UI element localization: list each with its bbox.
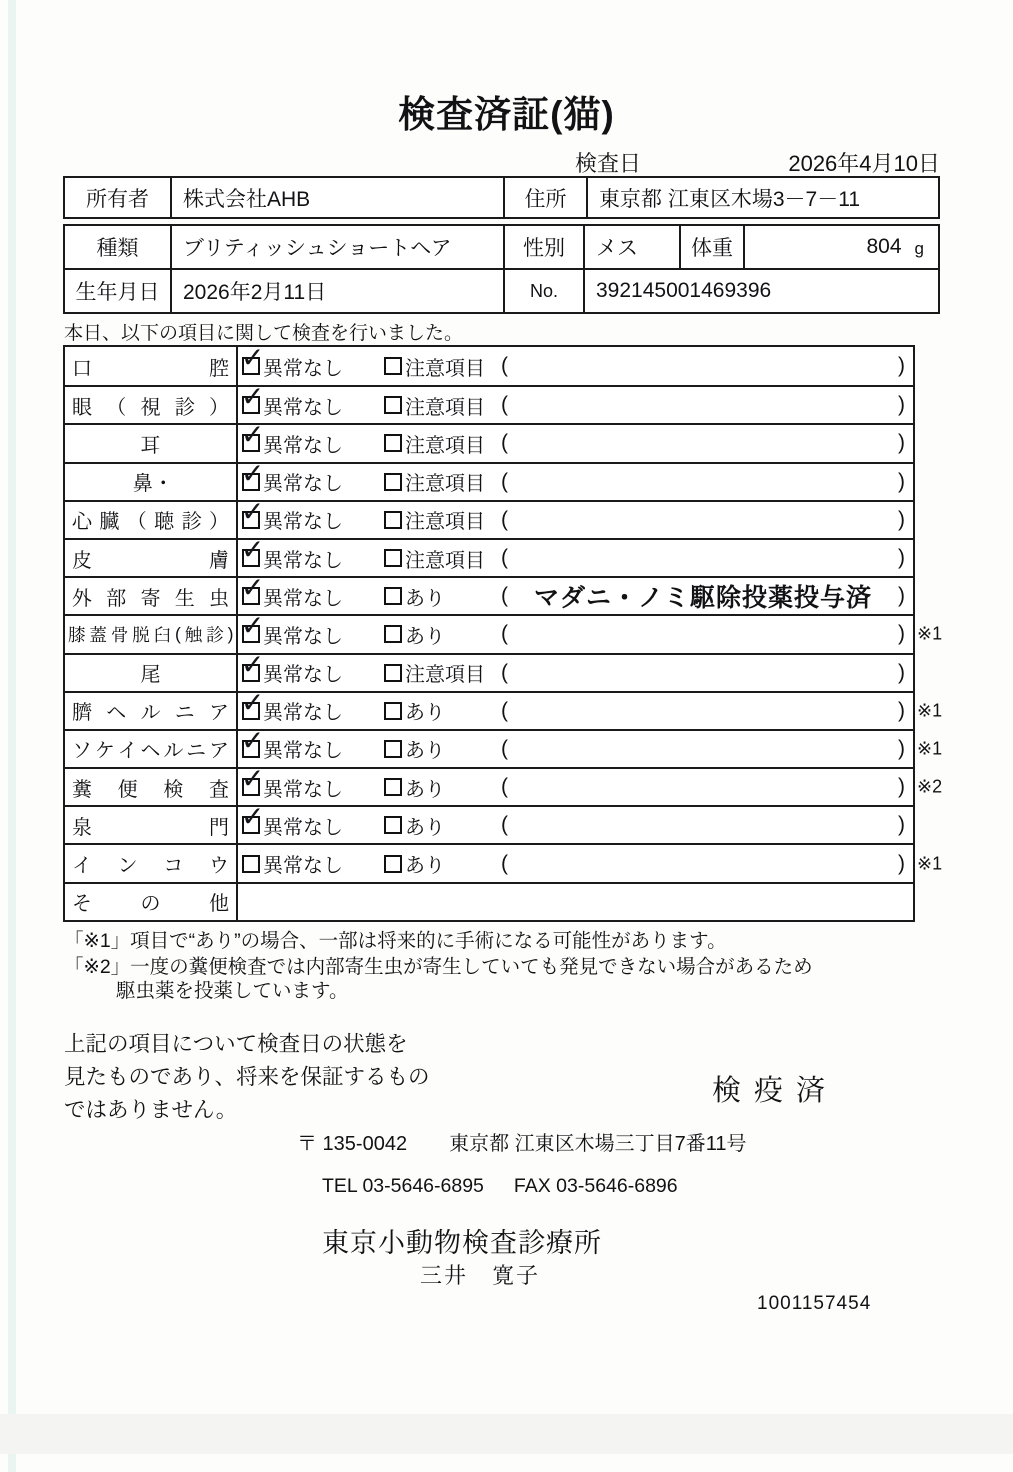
option-attention-label: あり <box>405 740 445 763</box>
checklist-table <box>63 345 943 922</box>
checklist-item-label: イ ン コ ウ <box>65 845 238 881</box>
paren-close-mark: ) <box>898 851 905 875</box>
weight-value: 804 <box>866 235 902 258</box>
option-attention-label: あり <box>405 816 445 839</box>
checklist-row <box>65 882 913 920</box>
option-no-abnormality-label: 異常なし <box>263 587 343 610</box>
paren-open-mark: ( <box>501 660 508 684</box>
checklist-row-content <box>238 769 913 805</box>
weight-label: 体重 <box>679 226 743 268</box>
checklist-item-label: そ の 他 <box>65 884 238 920</box>
paren-open-mark: ( <box>501 354 508 378</box>
paren-open-mark: ( <box>501 393 508 417</box>
breed-label: 種類 <box>96 237 139 260</box>
checklist-row <box>65 423 913 461</box>
checkbox-no-abnormality[interactable] <box>242 740 260 758</box>
paren-open-mark: ( <box>501 622 508 646</box>
quarantine-stamp: 検疫済 <box>712 1075 839 1107</box>
option-attention-label: あり <box>405 778 445 801</box>
checklist-caption: 本日、以下の項目に関して検査を行いました。 <box>64 323 464 344</box>
option-attention <box>384 769 445 805</box>
paren-close-mark: ) <box>898 431 905 455</box>
remarks-field <box>501 616 905 652</box>
paren-close-mark: ) <box>898 584 905 608</box>
checkbox-no-abnormality[interactable] <box>242 587 260 605</box>
checklist-row-content <box>238 502 913 538</box>
option-no-abnormality-label: 異常なし <box>263 357 343 380</box>
option-no-abnormality <box>242 693 343 729</box>
tel-number: TEL 03-5646-6895 <box>322 1175 484 1197</box>
disclaimer-text <box>64 1028 430 1127</box>
option-attention <box>384 807 445 843</box>
footnote-mark: ※1 <box>917 853 943 874</box>
clinic-address-line <box>297 1127 747 1156</box>
checklist-row-content <box>238 347 913 385</box>
checklist-item-label: 鼻 ･ <box>65 464 238 500</box>
option-attention <box>384 387 485 423</box>
option-attention <box>384 540 485 576</box>
checkbox-attention[interactable] <box>384 740 402 758</box>
paren-open-mark: ( <box>501 507 508 531</box>
checklist-item-label: 膝 蓋 骨 脱 臼 ( 触 診 ) <box>65 616 238 652</box>
clinic-name: 東京小動物検査診療所 <box>322 1228 602 1258</box>
remarks-field <box>501 347 905 385</box>
checkbox-no-abnormality[interactable] <box>242 434 260 452</box>
paren-close-mark: ) <box>898 622 905 646</box>
owner-label: 所有者 <box>86 187 149 211</box>
option-no-abnormality-label: 異常なし <box>263 702 343 725</box>
checkbox-attention[interactable] <box>384 357 402 375</box>
paren-close-mark: ) <box>898 469 905 493</box>
checkbox-attention[interactable] <box>384 855 402 873</box>
option-attention <box>384 425 485 461</box>
option-attention <box>384 731 445 767</box>
remarks-field <box>501 540 905 576</box>
paren-close-mark: ) <box>898 775 905 799</box>
paren-close-mark: ) <box>898 507 905 531</box>
remarks-field <box>501 502 905 538</box>
birthdate-value: 2026年2月11日 <box>170 270 503 312</box>
microchip-no-label: No. <box>503 270 583 312</box>
option-attention-label: 注意項目 <box>405 473 485 496</box>
option-no-abnormality-label: 異常なし <box>263 396 343 419</box>
option-no-abnormality <box>242 464 343 500</box>
checklist-item-label: 臍 ヘ ル ニ ア <box>65 693 238 729</box>
checkbox-no-abnormality[interactable] <box>242 549 260 567</box>
breed-value: ブリティッシュショートヘア <box>170 226 503 268</box>
sex-label: 性別 <box>503 226 583 268</box>
checklist-row <box>65 614 943 652</box>
checklist-row-content <box>238 807 913 843</box>
checklist-row <box>65 843 943 881</box>
remarks-field <box>501 464 905 500</box>
option-attention-label: あり <box>405 587 445 610</box>
paren-open-mark: ( <box>501 851 508 875</box>
checklist-item-label: ソ ケ イ ヘ ル ニ ア <box>65 731 238 767</box>
checklist-row-content <box>238 464 913 500</box>
owner-table <box>63 176 940 219</box>
remarks-field <box>501 578 905 614</box>
checkbox-no-abnormality[interactable] <box>242 702 260 720</box>
checklist-row-content <box>238 425 913 461</box>
serial-number: 1001157454 <box>757 1293 872 1314</box>
option-no-abnormality-label: 異常なし <box>263 664 343 687</box>
checkbox-attention[interactable] <box>384 473 402 491</box>
remarks-field <box>501 807 905 843</box>
fax-number: FAX 03-5646-6896 <box>513 1175 678 1197</box>
paren-close-mark: ) <box>898 393 905 417</box>
page-title: 検査済証(猫) <box>398 94 615 135</box>
option-attention <box>384 616 445 652</box>
checklist-row-content <box>238 387 913 423</box>
checklist-item-label: 糞 便 検 査 <box>65 769 238 805</box>
checkbox-attention[interactable] <box>384 664 402 682</box>
option-no-abnormality-label: 異常なし <box>263 855 343 878</box>
option-attention-label: あり <box>405 702 445 725</box>
checklist-row-content <box>238 578 913 614</box>
checkbox-no-abnormality[interactable] <box>242 816 260 834</box>
option-no-abnormality-label: 異常なし <box>263 549 343 572</box>
option-attention <box>384 347 485 385</box>
footnote-mark: ※1 <box>917 623 943 644</box>
postal-code: 〒 135-0042 <box>297 1133 408 1155</box>
option-no-abnormality <box>242 502 343 538</box>
checkbox-attention[interactable] <box>384 816 402 834</box>
paren-open-mark: ( <box>501 775 508 799</box>
paren-close-mark: ) <box>898 354 905 378</box>
checklist-row-content <box>238 616 913 652</box>
option-attention-label: 注意項目 <box>405 511 485 534</box>
footnote-mark: ※1 <box>917 700 943 721</box>
disclaimer-line-3: ではありません。 <box>64 1098 238 1122</box>
option-no-abnormality-label: 異常なし <box>263 473 343 496</box>
option-attention-label: 注意項目 <box>405 664 485 687</box>
option-attention <box>384 655 485 691</box>
checklist-item-label: 耳 <box>65 425 238 461</box>
paren-open-mark: ( <box>501 584 508 608</box>
disclaimer-line-1: 上記の項目について検査日の状態を <box>64 1032 408 1056</box>
checklist-row-content <box>238 655 913 691</box>
option-attention-label: 注意項目 <box>405 434 485 457</box>
remarks-field <box>501 845 905 881</box>
footnote-mark: ※1 <box>917 738 943 759</box>
remarks-field <box>501 769 905 805</box>
checkbox-no-abnormality[interactable] <box>242 473 260 491</box>
option-no-abnormality <box>242 387 343 423</box>
checkbox-no-abnormality[interactable] <box>242 396 260 414</box>
checkbox-attention[interactable] <box>384 587 402 605</box>
remarks-value: マダニ・ノミ駆除投薬投与済 <box>533 584 872 613</box>
paren-open-mark: ( <box>501 736 508 760</box>
checkbox-attention[interactable] <box>384 549 402 567</box>
option-attention <box>384 578 445 614</box>
checklist-row-content <box>238 693 913 729</box>
checklist-row <box>65 729 943 767</box>
option-no-abnormality <box>242 578 343 614</box>
option-no-abnormality <box>242 616 343 652</box>
checklist-row-content <box>238 731 913 767</box>
checkbox-no-abnormality[interactable] <box>242 664 260 682</box>
option-no-abnormality-label: 異常なし <box>263 778 343 801</box>
scan-edge-artifact <box>8 0 16 1472</box>
footnote-2: 「※2」一度の糞便検査では内部寄生虫が寄生していても発見できない場合があるため <box>64 956 813 978</box>
remarks-field <box>501 425 905 461</box>
checklist-row <box>65 691 943 729</box>
checklist-row <box>65 576 913 614</box>
paren-close-mark: ) <box>898 698 905 722</box>
birthdate-label: 生年月日 <box>75 281 160 304</box>
checklist-item-label: 心 臓 （ 聴 診 ） <box>65 502 238 538</box>
checklist-item-label: 外 部 寄 生 虫 <box>65 578 238 614</box>
checklist-row <box>65 462 913 500</box>
remarks-field <box>501 387 905 423</box>
option-no-abnormality <box>242 540 343 576</box>
remarks-field <box>501 693 905 729</box>
option-attention <box>384 464 485 500</box>
disclaimer-line-2: 見たものであり、将来を保証するもの <box>64 1065 430 1089</box>
weight-value-cell <box>743 226 938 268</box>
option-attention <box>384 693 445 729</box>
option-attention-label: 注意項目 <box>405 549 485 572</box>
paren-close-mark: ) <box>898 736 905 760</box>
footnote-1: 「※1」項目で“あり”の場合、一部は将来的に手術になる可能性があります。 <box>64 930 727 952</box>
paren-close-mark: ) <box>898 546 905 570</box>
remarks-field <box>501 731 905 767</box>
tel-fax-line <box>322 1175 678 1198</box>
inspection-date-value: 2026年4月10日 <box>788 151 940 176</box>
option-no-abnormality-label: 異常なし <box>263 434 343 457</box>
checklist-row <box>65 500 913 538</box>
checklist-row <box>65 538 913 576</box>
option-no-abnormality <box>242 731 343 767</box>
checkbox-attention[interactable] <box>384 434 402 452</box>
option-attention <box>384 845 445 881</box>
checkbox-no-abnormality[interactable] <box>242 625 260 643</box>
checkbox-no-abnormality[interactable] <box>242 357 260 375</box>
checkbox-attention[interactable] <box>384 625 402 643</box>
checklist-item-label: 泉 門 <box>65 807 238 843</box>
footnote-2-continued: 駆虫薬を投薬しています。 <box>116 980 349 1002</box>
checklist-row <box>65 805 913 843</box>
checklist-row <box>65 767 943 805</box>
address-label: 住所 <box>503 178 586 217</box>
checklist-row-content <box>238 540 913 576</box>
weight-unit: g <box>914 239 924 258</box>
option-no-abnormality <box>242 845 343 881</box>
inspection-date-label: 検査日 <box>575 151 642 176</box>
option-no-abnormality <box>242 769 343 805</box>
checkbox-attention[interactable] <box>384 511 402 529</box>
checklist-item-label: 口 腔 <box>65 347 238 385</box>
paren-open-mark: ( <box>501 431 508 455</box>
checklist-row <box>65 653 913 691</box>
checkbox-no-abnormality[interactable] <box>242 511 260 529</box>
checkbox-no-abnormality[interactable] <box>242 778 260 796</box>
paren-open-mark: ( <box>501 813 508 837</box>
scan-bottom-artifact <box>0 1414 1013 1454</box>
option-attention-label: あり <box>405 625 445 648</box>
paren-open-mark: ( <box>501 469 508 493</box>
microchip-no-value: 392145001469396 <box>583 270 938 312</box>
option-no-abnormality <box>242 655 343 691</box>
clinic-address: 東京都 江東区木場三丁目7番11号 <box>449 1133 747 1155</box>
option-no-abnormality <box>242 807 343 843</box>
veterinarian-name: 三井 寛子 <box>420 1263 541 1288</box>
option-attention-label: 注意項目 <box>405 357 485 380</box>
option-attention-label: あり <box>405 855 445 878</box>
option-no-abnormality <box>242 425 343 461</box>
checkbox-no-abnormality[interactable] <box>242 855 260 873</box>
checklist-item-label: 眼 （ 視 診 ） <box>65 387 238 423</box>
paren-close-mark: ) <box>898 660 905 684</box>
option-no-abnormality-label: 異常なし <box>263 816 343 839</box>
checkbox-attention[interactable] <box>384 778 402 796</box>
option-no-abnormality-label: 異常なし <box>263 740 343 763</box>
pet-table <box>63 224 940 314</box>
checklist-row-content <box>238 884 913 920</box>
checkbox-attention[interactable] <box>384 396 402 414</box>
paren-open-mark: ( <box>501 698 508 722</box>
owner-value: 株式会社AHB <box>170 178 503 217</box>
option-attention-label: 注意項目 <box>405 396 485 419</box>
checklist-item-label: 尾 <box>65 655 238 691</box>
footnote-mark: ※2 <box>917 776 943 797</box>
checklist-item-label: 皮 膚 <box>65 540 238 576</box>
option-no-abnormality-label: 異常なし <box>263 625 343 648</box>
remarks-field <box>501 655 905 691</box>
checkbox-attention[interactable] <box>384 702 402 720</box>
address-value: 東京都 江東区木場3－7－11 <box>586 178 938 217</box>
paren-open-mark: ( <box>501 546 508 570</box>
option-attention <box>384 502 485 538</box>
paren-close-mark: ) <box>898 813 905 837</box>
checklist-row-content <box>238 845 913 881</box>
checklist-row <box>65 385 913 423</box>
checklist-row <box>65 347 913 385</box>
sex-value: メス <box>583 226 679 268</box>
option-no-abnormality-label: 異常なし <box>263 511 343 534</box>
option-no-abnormality <box>242 347 343 385</box>
